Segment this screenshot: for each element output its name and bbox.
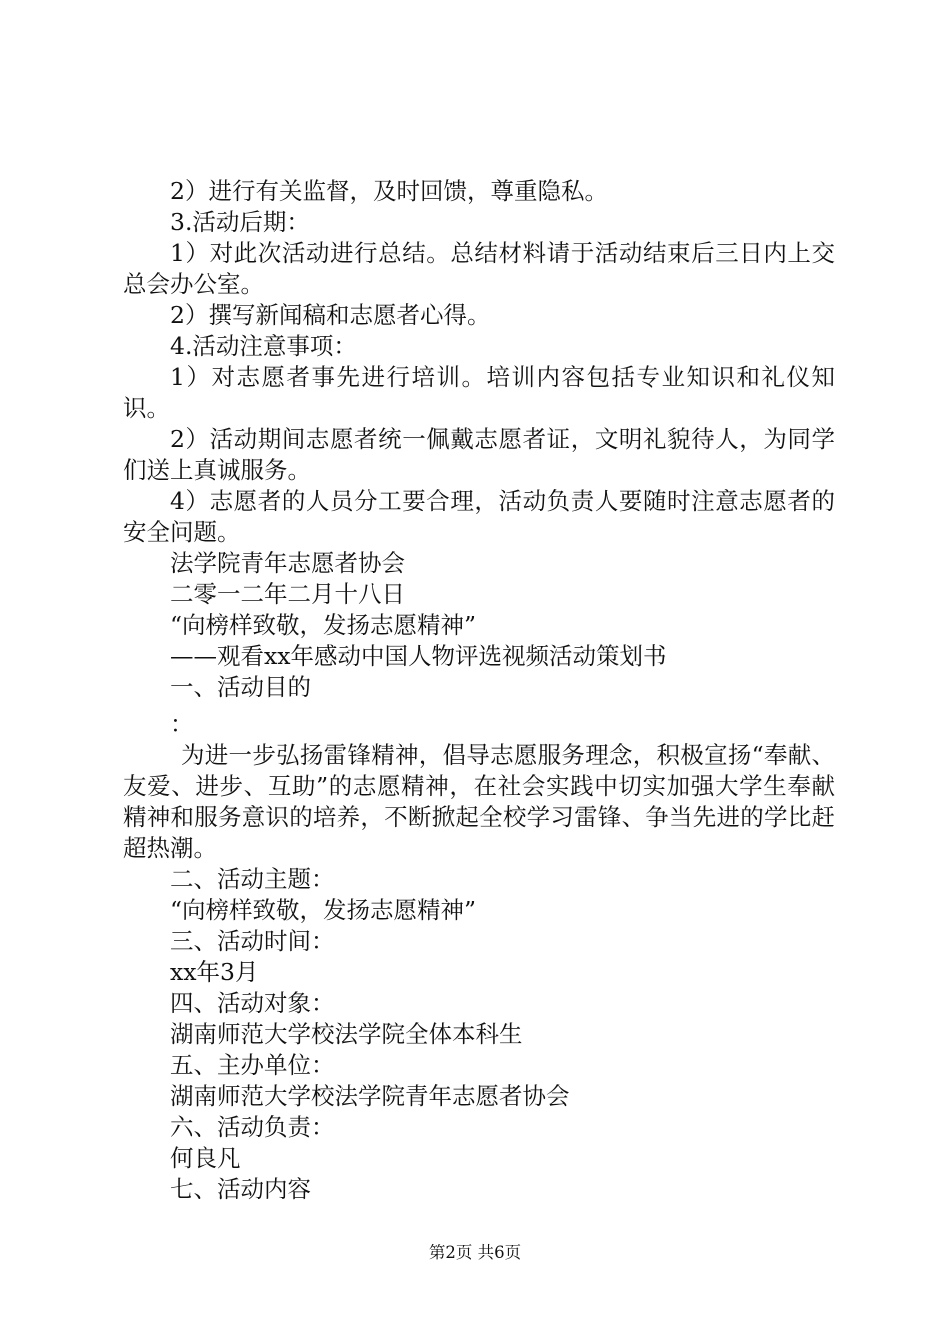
text-paragraph: 2）活动期间志愿者统一佩戴志愿者证，文明礼貌待人，为同学们送上真诚服务。: [123, 425, 835, 484]
text-paragraph: 1）对此次活动进行总结。总结材料请于活动结束后三日内上交总会办公室。: [123, 239, 835, 298]
document-body: [123, 176, 835, 1205]
section-heading: 一、活动目的: [170, 673, 311, 701]
section-heading: 3.活动后期：: [170, 208, 310, 236]
section-heading: 4.活动注意事项：: [170, 332, 357, 360]
audience-text: 湖南师范大学校法学院全体本科生: [170, 1020, 523, 1048]
organizer-text: 湖南师范大学校法学院青年志愿者协会: [170, 1082, 570, 1110]
plan-subtitle: ——观看xx年感动中国人物评选视频活动策划书: [170, 642, 667, 670]
colon-line: ：: [170, 710, 194, 738]
section-heading: 七、活动内容: [170, 1175, 311, 1203]
person-in-charge: 何良凡: [170, 1144, 241, 1172]
section-heading: 五、主办单位：: [170, 1051, 335, 1079]
purpose-paragraph: 为进一步弘扬雷锋精神，倡导志愿服务理念，积极宣扬“奉献、友爱、进步、互助”的志愿精神，在社会实践中切实加强大学生奉献精神和服务意识的培养，不断掀起全校学习雷锋、争当先进的学比赶超热潮。: [123, 741, 835, 862]
text-paragraph: 1）对志愿者事先进行培训。培训内容包括专业知识和礼仪知识。: [123, 363, 835, 422]
theme-text: “向榜样致敬，发扬志愿精神”: [170, 896, 477, 924]
organization-signature: 法学院青年志愿者协会: [170, 549, 405, 577]
section-heading: 三、活动时间：: [170, 927, 335, 955]
plan-title: “向榜样致敬，发扬志愿精神”: [170, 611, 477, 639]
page-footer: 第2页 共6页: [428, 1243, 522, 1262]
text-line: 2）撰写新闻稿和志愿者心得。: [170, 301, 491, 329]
section-heading: 二、活动主题：: [170, 865, 335, 893]
text-paragraph: 4）志愿者的人员分工要合理，活动负责人要随时注意志愿者的安全问题。: [123, 487, 835, 546]
time-text: xx年3月: [170, 958, 259, 986]
section-heading: 四、活动对象：: [170, 989, 335, 1017]
date-line: 二零一二年二月十八日: [170, 580, 405, 608]
section-heading: 六、活动负责：: [170, 1113, 335, 1141]
text-line: 2）进行有关监督，及时回馈，尊重隐私。: [170, 177, 608, 205]
